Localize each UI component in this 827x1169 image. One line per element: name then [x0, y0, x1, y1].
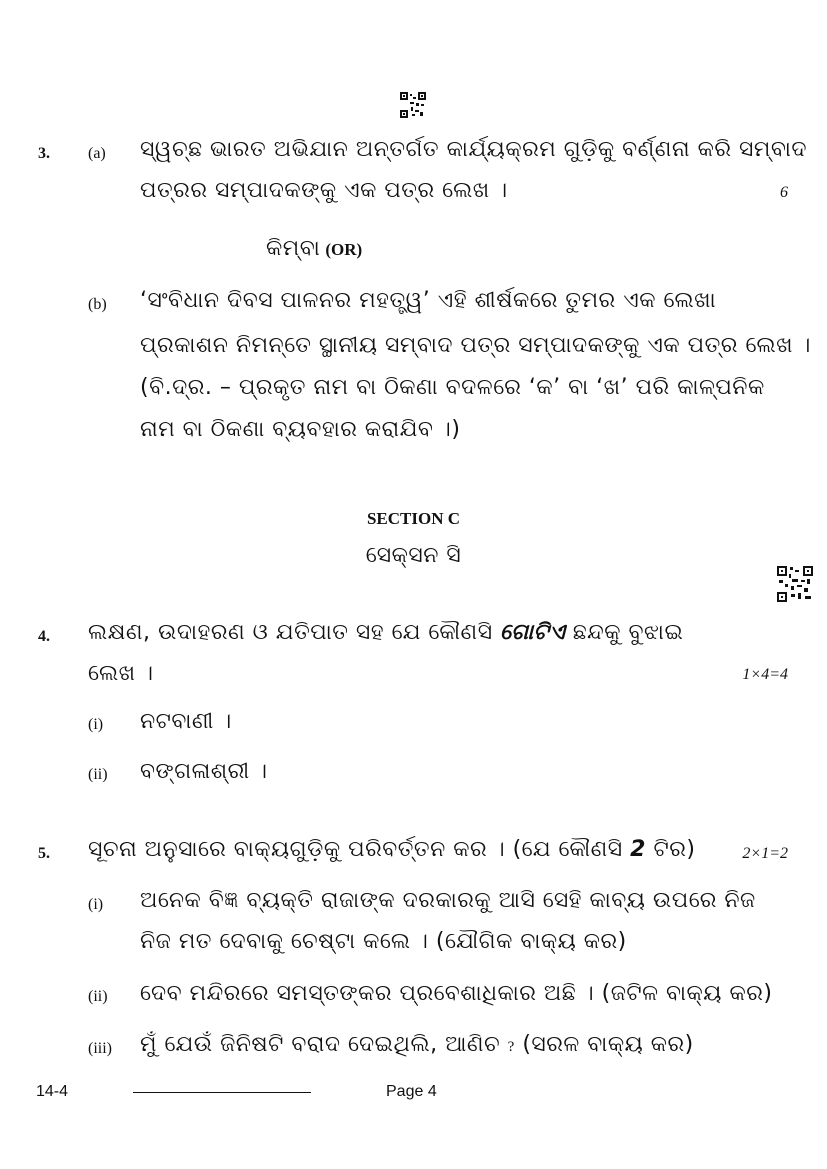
question-4-line-1 — [88, 620, 683, 645]
question-5i-line-2: ନିଜ ମତ ଦେବାକୁ ଚେଷ୍ଟା କଲେ । (ଯୌଗିକ ବାକ୍ୟ କର) — [140, 929, 627, 954]
question-4-number: 4. — [38, 628, 50, 645]
question-5-marks: 2×1=2 — [742, 845, 788, 862]
question-mark: ? — [507, 1039, 515, 1055]
question-4-emphasis: ଗୋଟିଏ — [500, 620, 566, 645]
question-5iii-line — [140, 1032, 694, 1057]
question-3b-label: (b) — [88, 296, 107, 313]
question-5-number: 5. — [38, 845, 50, 862]
question-4-option-text: ବଙ୍ଗଳାଶ୍ରୀ । — [140, 759, 268, 784]
qr-code-icon — [777, 566, 813, 602]
or-odia: କିମ୍ବା — [266, 236, 321, 261]
question-5i-line-1: ଅନେକ ବିଜ୍ଞ ବ୍ୟକ୍ତି ରାଜାଙ୍କ ଦରକାରକୁ ଆସି ସେହି କାବ୍ୟ ଉପରେ ନିଜ — [140, 888, 756, 913]
question-5-line-1-start: ସୂଚନା ଅନୁସାରେ ବାକ୍ୟଗୁଡ଼ିକୁ ପରିବର୍ତ୍ତନ କର । (ଯେ କୌଣସି — [88, 837, 623, 862]
question-3b-line-4: ନାମ ବା ଠିକଣା ବ୍ୟବହାର କରାଯିବ ।) — [140, 417, 461, 442]
page-number: Page 4 — [386, 1083, 437, 1100]
question-4-marks: 1×4=4 — [742, 666, 788, 683]
question-4-option-label: (i) — [88, 716, 104, 733]
or-divider — [266, 236, 362, 261]
question-3b-line-2: ପ୍ରକାଶନ ନିମନ୍ତେ ସ୍ଥାନୀୟ ସମ୍ବାଦ ପତ୍ର ସମ୍ପାଦକଙ୍କୁ ଏକ ପତ୍ର ଲେଖ । — [140, 333, 811, 358]
question-4-line-1-end: ଛନ୍ଦକୁ ବୁଝାଇ — [572, 620, 684, 645]
question-3-marks: 6 — [780, 184, 788, 201]
paper-code: 14-4 — [36, 1083, 69, 1100]
section-title-english: SECTION C — [366, 509, 461, 528]
question-5i-label: (i) — [88, 896, 104, 913]
question-4-line-1-start: ଲକ୍ଷଣ, ଉଦାହରଣ ଓ ଯତିପାତ ସହ ଯେ କୌଣସି — [88, 620, 493, 645]
question-5iii-label: (iii) — [88, 1040, 112, 1057]
question-4-option-label: (ii) — [88, 766, 108, 783]
question-3a-line-1: ସ୍ୱଚ୍ଛ ଭାରତ ଅଭିଯାନ ଅନ୍ତର୍ଗତ କାର୍ଯ୍ୟକ୍ରମ ଗୁଡ଼ିକୁ ବର୍ଣ୍ଣନା କରି ସମ୍ବାଦ — [140, 137, 807, 162]
question-4-option-text: ନଟବାଣୀ । — [140, 709, 232, 734]
question-4-line-2: ଲେଖ । — [88, 661, 154, 686]
question-3a-label: (a) — [88, 145, 106, 162]
section-title-odia: ସେକ୍ସନ ସି — [365, 543, 462, 568]
question-5iii-end: (ସରଳ ବାକ୍ୟ କର) — [522, 1032, 694, 1057]
question-3b-line-1: ‘ସଂବିଧାନ ଦିବସ ପାଳନର ମହତ୍ତ୍ୱ’ ଏହି ଶୀର୍ଷକରେ ତୁମର ଏକ ଲେଖା — [140, 288, 717, 313]
question-3-number: 3. — [38, 145, 50, 162]
qr-code-icon — [400, 92, 426, 118]
question-3a-line-2: ପତ୍ରର ସମ୍ପାଦକଙ୍କୁ ଏକ ପତ୍ର ଲେଖ । — [140, 178, 508, 203]
question-5-line-1 — [88, 837, 695, 862]
question-3b-line-3: (ବି.ଦ୍ର. – ପ୍ରକୃତ ନାମ ବା ଠିକଣା ବଦଳରେ ‘କ’ ବା ‘ଖ’ ପରି କାଳ୍ପନିକ — [140, 375, 765, 400]
or-english: (OR) — [325, 240, 363, 259]
question-5iii-start: ମୁଁ ଯେଉଁ ଜିନିଷଟି ବରାଦ ଦେଇଥିଲି, ଆଣିଚ — [140, 1032, 501, 1057]
question-5ii-text: ଦେବ ମନ୍ଦିରରେ ସମସ୍ତଙ୍କର ପ୍ରବେଶାଧିକାର ଅଛି । (ଜଟିଳ ବାକ୍ୟ କର) — [140, 981, 773, 1006]
question-5-count: 2 — [630, 837, 646, 862]
question-5ii-label: (ii) — [88, 988, 108, 1005]
footer-rule — [133, 1092, 311, 1093]
question-5-line-1-end: ଟିର) — [653, 837, 696, 862]
